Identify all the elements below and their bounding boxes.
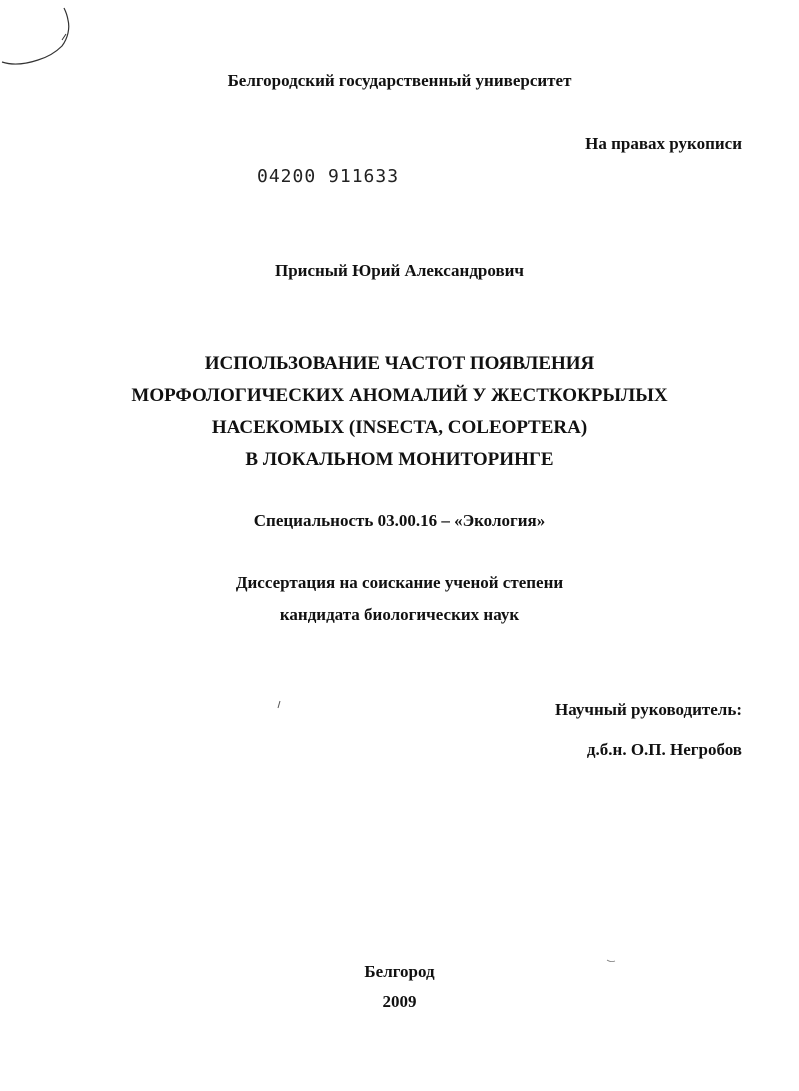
title-line: МОРФОЛОГИЧЕСКИХ АНОМАЛИЙ У ЖЕСТКОКРЫЛЫХ xyxy=(131,385,668,406)
title-line: НАСЕКОМЫХ (INSECTA, COLEOPTERA) xyxy=(211,417,588,438)
handwritten-mark-icon xyxy=(0,0,90,80)
degree-line-1: Диссертация на соискание ученой степени xyxy=(235,573,564,592)
city-name: Белгород xyxy=(364,962,435,981)
manuscript-rights-label: На правах рукописи xyxy=(585,134,742,153)
author-name: Присный Юрий Александрович xyxy=(274,261,525,280)
supervisor-label: Научный руководитель: xyxy=(555,700,742,719)
ink-speck-icon xyxy=(276,700,282,710)
title-line: В ЛОКАЛЬНОМ МОНИТОРИНГЕ xyxy=(245,449,554,470)
publication-year: 2009 xyxy=(382,992,417,1011)
supervisor-name: д.б.н. О.П. Негробов xyxy=(586,740,742,759)
institution-name: Белгородский государственный университет xyxy=(227,71,572,90)
archive-code-stamp: 04200 911633 xyxy=(257,166,400,187)
specialty-line: Специальность 03.00.16 – «Экология» xyxy=(253,511,546,530)
title-line: ИСПОЛЬЗОВАНИЕ ЧАСТОТ ПОЯВЛЕНИЯ xyxy=(204,353,595,374)
degree-line-2: кандидата биологических наук xyxy=(279,605,520,624)
